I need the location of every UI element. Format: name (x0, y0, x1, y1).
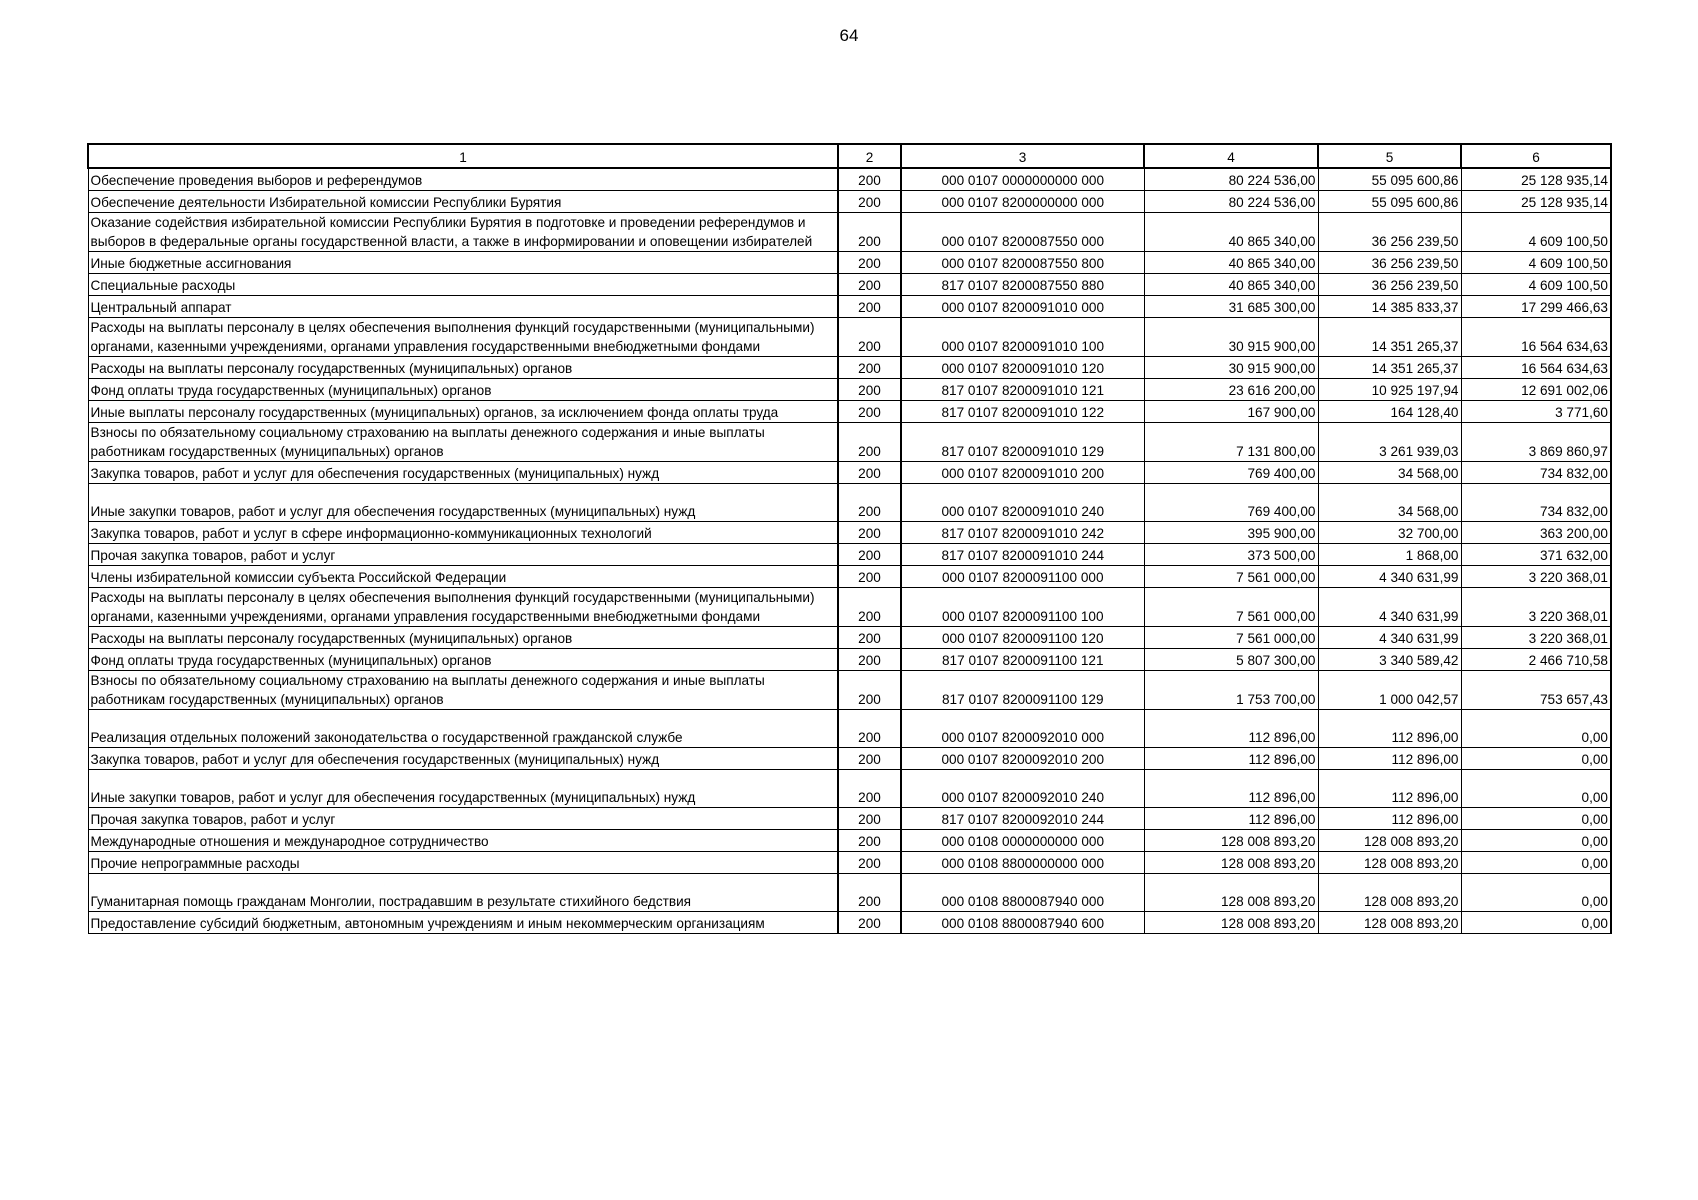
row-code: 200 (838, 191, 901, 213)
row-approved: 112 896,00 (1144, 710, 1318, 748)
row-executed: 32 700,00 (1318, 522, 1461, 544)
row-executed: 4 340 631,99 (1318, 588, 1461, 627)
row-name: Прочие непрограммные расходы (88, 852, 838, 874)
row-kbk: 000 0107 8200092010 000 (901, 710, 1144, 748)
row-name: Иные бюджетные ассигнования (88, 252, 838, 274)
row-executed: 14 351 265,37 (1318, 357, 1461, 379)
row-unexecuted: 3 771,60 (1461, 401, 1611, 423)
row-code: 200 (838, 748, 901, 770)
row-unexecuted: 0,00 (1461, 912, 1611, 934)
row-unexecuted: 363 200,00 (1461, 522, 1611, 544)
row-kbk: 000 0107 8200000000 000 (901, 191, 1144, 213)
row-approved: 1 753 700,00 (1144, 671, 1318, 710)
table-row (88, 252, 1611, 274)
table-row (88, 484, 1611, 522)
row-name: Взносы по обязательному социальному страхованию на выплаты денежного содержания и иные выплаты работникам государственных (муниципальных) органов (88, 671, 838, 710)
row-executed: 4 340 631,99 (1318, 566, 1461, 588)
row-executed: 36 256 239,50 (1318, 252, 1461, 274)
table-row (88, 566, 1611, 588)
row-name: Взносы по обязательному социальному страхованию на выплаты денежного содержания и иные выплаты работникам государственных (муниципальных) органов (88, 423, 838, 462)
row-kbk: 000 0107 8200091100 100 (901, 588, 1144, 627)
row-name: Фонд оплаты труда государственных (муниципальных) органов (88, 649, 838, 671)
row-kbk: 000 0108 0000000000 000 (901, 830, 1144, 852)
row-code: 200 (838, 252, 901, 274)
row-approved: 30 915 900,00 (1144, 357, 1318, 379)
row-approved: 128 008 893,20 (1144, 852, 1318, 874)
row-approved: 112 896,00 (1144, 808, 1318, 830)
row-code: 200 (838, 808, 901, 830)
row-code: 200 (838, 522, 901, 544)
table-row (88, 318, 1611, 357)
table-row (88, 852, 1611, 874)
row-name: Закупка товаров, работ и услуг в сфере информационно-коммуникационных технологий (88, 522, 838, 544)
column-header: 5 (1318, 144, 1461, 168)
row-approved: 7 561 000,00 (1144, 588, 1318, 627)
row-name: Расходы на выплаты персоналу в целях обеспечения выполнения функций государственными (муниципальными) органами, казенными учреждениями, органами управления государственными внебюджетными фондами (88, 318, 838, 357)
row-code: 200 (838, 710, 901, 748)
table-row (88, 462, 1611, 484)
table-row (88, 168, 1611, 191)
row-code: 200 (838, 830, 901, 852)
row-name: Иные закупки товаров, работ и услуг для обеспечения государственных (муниципальных) нужд (88, 770, 838, 808)
row-code: 200 (838, 462, 901, 484)
row-executed: 14 351 265,37 (1318, 318, 1461, 357)
table-row (88, 627, 1611, 649)
table-row (88, 808, 1611, 830)
table-row (88, 401, 1611, 423)
row-executed: 112 896,00 (1318, 770, 1461, 808)
row-approved: 30 915 900,00 (1144, 318, 1318, 357)
row-kbk: 000 0107 8200091100 000 (901, 566, 1144, 588)
row-code: 200 (838, 566, 901, 588)
row-code: 200 (838, 213, 901, 252)
row-kbk: 000 0108 8800087940 000 (901, 874, 1144, 912)
row-unexecuted: 734 832,00 (1461, 484, 1611, 522)
row-kbk: 000 0107 8200091100 120 (901, 627, 1144, 649)
row-approved: 167 900,00 (1144, 401, 1318, 423)
row-unexecuted: 3 869 860,97 (1461, 423, 1611, 462)
row-kbk: 817 0107 8200091010 242 (901, 522, 1144, 544)
row-executed: 36 256 239,50 (1318, 274, 1461, 296)
row-approved: 7 561 000,00 (1144, 566, 1318, 588)
row-executed: 10 925 197,94 (1318, 379, 1461, 401)
row-executed: 14 385 833,37 (1318, 296, 1461, 318)
row-approved: 128 008 893,20 (1144, 874, 1318, 912)
row-unexecuted: 371 632,00 (1461, 544, 1611, 566)
row-executed: 112 896,00 (1318, 748, 1461, 770)
row-unexecuted: 16 564 634,63 (1461, 357, 1611, 379)
row-name: Расходы на выплаты персоналу государственных (муниципальных) органов (88, 357, 838, 379)
row-kbk: 817 0107 8200091100 121 (901, 649, 1144, 671)
row-unexecuted: 0,00 (1461, 830, 1611, 852)
table-row (88, 830, 1611, 852)
row-executed: 36 256 239,50 (1318, 213, 1461, 252)
row-code: 200 (838, 484, 901, 522)
row-executed: 128 008 893,20 (1318, 852, 1461, 874)
row-code: 200 (838, 671, 901, 710)
row-approved: 80 224 536,00 (1144, 191, 1318, 213)
table-row (88, 588, 1611, 627)
row-code: 200 (838, 379, 901, 401)
row-approved: 40 865 340,00 (1144, 252, 1318, 274)
row-unexecuted: 4 609 100,50 (1461, 274, 1611, 296)
table-row (88, 874, 1611, 912)
row-executed: 1 868,00 (1318, 544, 1461, 566)
column-header: 2 (838, 144, 901, 168)
row-code: 200 (838, 770, 901, 808)
row-executed: 55 095 600,86 (1318, 168, 1461, 191)
table-row (88, 671, 1611, 710)
table-row (88, 710, 1611, 748)
table-row (88, 544, 1611, 566)
row-code: 200 (838, 544, 901, 566)
row-kbk: 817 0107 8200091010 121 (901, 379, 1144, 401)
row-name: Предоставление субсидий бюджетным, автономным учреждениям и иным некоммерческим организациям (88, 912, 838, 934)
row-name: Расходы на выплаты персоналу государственных (муниципальных) органов (88, 627, 838, 649)
row-unexecuted: 0,00 (1461, 710, 1611, 748)
row-executed: 128 008 893,20 (1318, 874, 1461, 912)
row-unexecuted: 16 564 634,63 (1461, 318, 1611, 357)
page-number: 64 (839, 26, 859, 45)
table-row (88, 357, 1611, 379)
table-row (88, 423, 1611, 462)
row-approved: 40 865 340,00 (1144, 274, 1318, 296)
row-unexecuted: 4 609 100,50 (1461, 213, 1611, 252)
row-unexecuted: 25 128 935,14 (1461, 168, 1611, 191)
row-code: 200 (838, 296, 901, 318)
table-row (88, 274, 1611, 296)
row-kbk: 000 0107 8200087550 800 (901, 252, 1144, 274)
row-approved: 7 131 800,00 (1144, 423, 1318, 462)
row-name: Обеспечение проведения выборов и референдумов (88, 168, 838, 191)
row-kbk: 000 0108 8800087940 600 (901, 912, 1144, 934)
row-kbk: 000 0107 8200092010 200 (901, 748, 1144, 770)
row-approved: 5 807 300,00 (1144, 649, 1318, 671)
row-code: 200 (838, 401, 901, 423)
row-approved: 128 008 893,20 (1144, 912, 1318, 934)
row-unexecuted: 0,00 (1461, 852, 1611, 874)
row-code: 200 (838, 627, 901, 649)
row-kbk: 000 0107 8200091010 100 (901, 318, 1144, 357)
row-approved: 128 008 893,20 (1144, 830, 1318, 852)
row-unexecuted: 4 609 100,50 (1461, 252, 1611, 274)
row-approved: 31 685 300,00 (1144, 296, 1318, 318)
row-code: 200 (838, 357, 901, 379)
column-header: 4 (1144, 144, 1318, 168)
row-name: Расходы на выплаты персоналу в целях обеспечения выполнения функций государственными (муниципальными) органами, казенными учреждениями, органами управления государственными внебюджетными фондами (88, 588, 838, 627)
row-name: Фонд оплаты труда государственных (муниципальных) органов (88, 379, 838, 401)
table-row (88, 379, 1611, 401)
row-executed: 164 128,40 (1318, 401, 1461, 423)
row-name: Центральный аппарат (88, 296, 838, 318)
row-executed: 3 340 589,42 (1318, 649, 1461, 671)
row-kbk: 000 0107 8200087550 000 (901, 213, 1144, 252)
row-code: 200 (838, 588, 901, 627)
row-name: Иные закупки товаров, работ и услуг для обеспечения государственных (муниципальных) нужд (88, 484, 838, 522)
row-executed: 34 568,00 (1318, 462, 1461, 484)
row-kbk: 000 0108 8800000000 000 (901, 852, 1144, 874)
row-kbk: 817 0107 8200091010 244 (901, 544, 1144, 566)
column-header: 1 (88, 144, 838, 168)
row-executed: 128 008 893,20 (1318, 912, 1461, 934)
table-row (88, 522, 1611, 544)
row-unexecuted: 0,00 (1461, 748, 1611, 770)
row-unexecuted: 0,00 (1461, 770, 1611, 808)
row-kbk: 000 0107 0000000000 000 (901, 168, 1144, 191)
row-approved: 40 865 340,00 (1144, 213, 1318, 252)
row-unexecuted: 753 657,43 (1461, 671, 1611, 710)
row-unexecuted: 17 299 466,63 (1461, 296, 1611, 318)
row-unexecuted: 0,00 (1461, 874, 1611, 912)
row-executed: 128 008 893,20 (1318, 830, 1461, 852)
row-executed: 55 095 600,86 (1318, 191, 1461, 213)
row-approved: 80 224 536,00 (1144, 168, 1318, 191)
row-code: 200 (838, 874, 901, 912)
row-approved: 769 400,00 (1144, 462, 1318, 484)
row-unexecuted: 3 220 368,01 (1461, 588, 1611, 627)
row-name: Закупка товаров, работ и услуг для обеспечения государственных (муниципальных) нужд (88, 462, 838, 484)
row-name: Члены избирательной комиссии субъекта Российской Федерации (88, 566, 838, 588)
row-kbk: 817 0107 8200091010 122 (901, 401, 1144, 423)
row-name: Закупка товаров, работ и услуг для обеспечения государственных (муниципальных) нужд (88, 748, 838, 770)
table-row (88, 213, 1611, 252)
row-kbk: 817 0107 8200087550 880 (901, 274, 1144, 296)
row-kbk: 817 0107 8200091010 129 (901, 423, 1144, 462)
row-unexecuted: 3 220 368,01 (1461, 627, 1611, 649)
row-unexecuted: 12 691 002,06 (1461, 379, 1611, 401)
row-approved: 769 400,00 (1144, 484, 1318, 522)
row-code: 200 (838, 318, 901, 357)
table-row (88, 912, 1611, 934)
column-header: 6 (1461, 144, 1611, 168)
table-row (88, 748, 1611, 770)
row-name: Международные отношения и международное сотрудничество (88, 830, 838, 852)
row-approved: 112 896,00 (1144, 748, 1318, 770)
row-name: Гуманитарная помощь гражданам Монголии, пострадавшим в результате стихийного бедствия (88, 874, 838, 912)
row-executed: 34 568,00 (1318, 484, 1461, 522)
row-name: Специальные расходы (88, 274, 838, 296)
budget-table (87, 143, 1612, 934)
row-approved: 373 500,00 (1144, 544, 1318, 566)
row-name: Реализация отдельных положений законодательства о государственной гражданской службе (88, 710, 838, 748)
row-executed: 4 340 631,99 (1318, 627, 1461, 649)
column-header: 3 (901, 144, 1144, 168)
row-name: Обеспечение деятельности Избирательной комиссии Республики Бурятия (88, 191, 838, 213)
row-code: 200 (838, 274, 901, 296)
table-row (88, 770, 1611, 808)
row-code: 200 (838, 912, 901, 934)
row-kbk: 817 0107 8200092010 244 (901, 808, 1144, 830)
row-kbk: 000 0107 8200092010 240 (901, 770, 1144, 808)
row-executed: 3 261 939,03 (1318, 423, 1461, 462)
header-row (88, 144, 1611, 168)
row-code: 200 (838, 649, 901, 671)
row-kbk: 000 0107 8200091010 120 (901, 357, 1144, 379)
row-code: 200 (838, 423, 901, 462)
row-executed: 1 000 042,57 (1318, 671, 1461, 710)
row-approved: 7 561 000,00 (1144, 627, 1318, 649)
row-unexecuted: 25 128 935,14 (1461, 191, 1611, 213)
row-code: 200 (838, 852, 901, 874)
row-executed: 112 896,00 (1318, 710, 1461, 748)
row-approved: 23 616 200,00 (1144, 379, 1318, 401)
row-unexecuted: 2 466 710,58 (1461, 649, 1611, 671)
row-unexecuted: 734 832,00 (1461, 462, 1611, 484)
row-kbk: 000 0107 8200091010 000 (901, 296, 1144, 318)
row-approved: 395 900,00 (1144, 522, 1318, 544)
row-executed: 112 896,00 (1318, 808, 1461, 830)
row-approved: 112 896,00 (1144, 770, 1318, 808)
table-row (88, 649, 1611, 671)
row-unexecuted: 3 220 368,01 (1461, 566, 1611, 588)
row-unexecuted: 0,00 (1461, 808, 1611, 830)
row-name: Оказание содействия избирательной комиссии Республики Бурятия в подготовке и проведении референдумов и выборов в федеральные органы государственной власти, а также в информировании и оповещении избирателей (88, 213, 838, 252)
row-kbk: 817 0107 8200091100 129 (901, 671, 1144, 710)
row-name: Прочая закупка товаров, работ и услуг (88, 808, 838, 830)
table-row (88, 296, 1611, 318)
row-name: Прочая закупка товаров, работ и услуг (88, 544, 838, 566)
row-kbk: 000 0107 8200091010 200 (901, 462, 1144, 484)
row-code: 200 (838, 168, 901, 191)
table-row (88, 191, 1611, 213)
row-name: Иные выплаты персоналу государственных (муниципальных) органов, за исключением фонда оплаты труда (88, 401, 838, 423)
row-kbk: 000 0107 8200091010 240 (901, 484, 1144, 522)
